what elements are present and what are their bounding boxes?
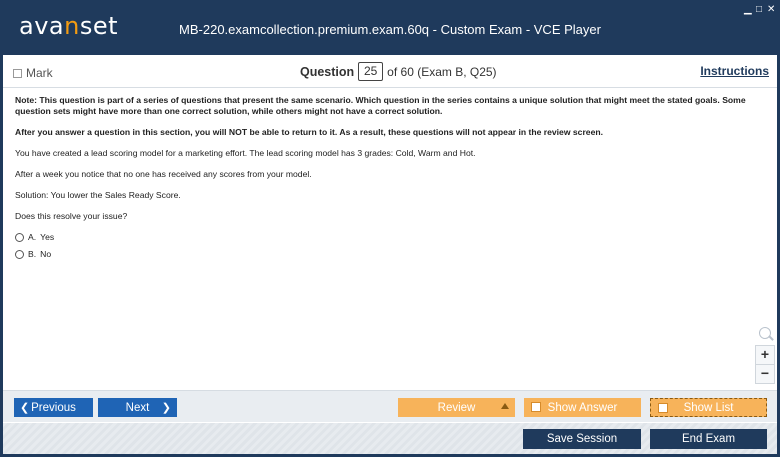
checkbox-icon[interactable]	[658, 403, 668, 413]
zoom-in-button[interactable]: +	[755, 345, 775, 365]
mark-label: Mark	[26, 66, 53, 80]
logo-text-right: set	[79, 12, 119, 40]
option-letter: B.	[28, 249, 37, 259]
checkbox-icon[interactable]	[531, 402, 541, 412]
note-text: Note: This question is part of a series of questions that present the same scenario. Which question in the series contains a unique solution that might meet the stated goals. Some question sets might have more than one correct solution, while others might not have a correct solution.	[15, 95, 746, 116]
end-exam-button[interactable]	[650, 429, 767, 449]
option-letter: A.	[28, 232, 37, 242]
footer-bar	[3, 423, 777, 454]
question-total: of 60 (Exam B, Q25)	[387, 64, 497, 79]
end-exam-label: End Exam	[681, 433, 736, 445]
next-button[interactable]	[98, 398, 177, 417]
radio-icon[interactable]	[15, 250, 24, 259]
question-content	[3, 89, 777, 389]
warning-text: After you answer a question in this section, you will NOT be able to return to it. As a result, these questions will not appear in the review screen.	[15, 127, 603, 137]
question-indicator	[300, 62, 497, 81]
checkbox-icon[interactable]	[13, 69, 22, 78]
solution-text: Solution: You lower the Sales Ready Score.	[15, 190, 181, 200]
next-label: Next	[125, 401, 150, 414]
maximize-icon[interactable]: □	[756, 4, 763, 15]
show-list-button[interactable]	[650, 398, 767, 417]
title-bar	[3, 3, 777, 55]
question-bar	[3, 55, 777, 88]
chevron-left-icon: ❮	[20, 402, 30, 414]
chevron-right-icon: ❯	[161, 402, 171, 414]
question-label: Question	[300, 64, 355, 79]
minimize-icon[interactable]: ▁	[744, 4, 752, 15]
answer-option-a[interactable]	[15, 232, 765, 243]
mark-checkbox[interactable]	[13, 66, 53, 80]
review-label: Review	[437, 401, 476, 414]
observation-text: After a week you notice that no one has received any scores from your model.	[15, 169, 312, 179]
save-session-label: Save Session	[546, 433, 618, 445]
logo-text-left: ava	[19, 12, 65, 40]
triangle-up-icon	[501, 403, 509, 409]
zoom-out-button[interactable]: −	[755, 364, 775, 384]
show-list-label: Show List	[683, 401, 734, 414]
navigation-bar	[3, 390, 777, 422]
previous-label: Previous	[31, 401, 76, 414]
option-text: Yes	[40, 232, 55, 242]
previous-button[interactable]	[14, 398, 93, 417]
review-button[interactable]	[398, 398, 515, 417]
question-prompt: Does this resolve your issue?	[15, 211, 128, 221]
window-title: MB-220.examcollection.premium.exam.60q - Custom Exam - VCE Player	[179, 22, 601, 37]
option-text: No	[40, 249, 52, 259]
logo-text-accent: n	[64, 12, 80, 40]
show-answer-label: Show Answer	[547, 401, 618, 414]
instructions-link[interactable]: Instructions	[700, 64, 769, 78]
radio-icon[interactable]	[15, 233, 24, 242]
question-number-input[interactable]: 25	[358, 62, 383, 81]
answer-option-b[interactable]	[15, 249, 765, 260]
scenario-text: You have created a lead scoring model for a marketing effort. The lead scoring model has 3 grades: Cold, Warm and Hot.	[15, 148, 476, 158]
close-icon[interactable]: ✕	[767, 4, 776, 15]
show-answer-button[interactable]	[524, 398, 641, 417]
save-session-button[interactable]	[523, 429, 641, 449]
magnifier-icon	[759, 327, 771, 339]
